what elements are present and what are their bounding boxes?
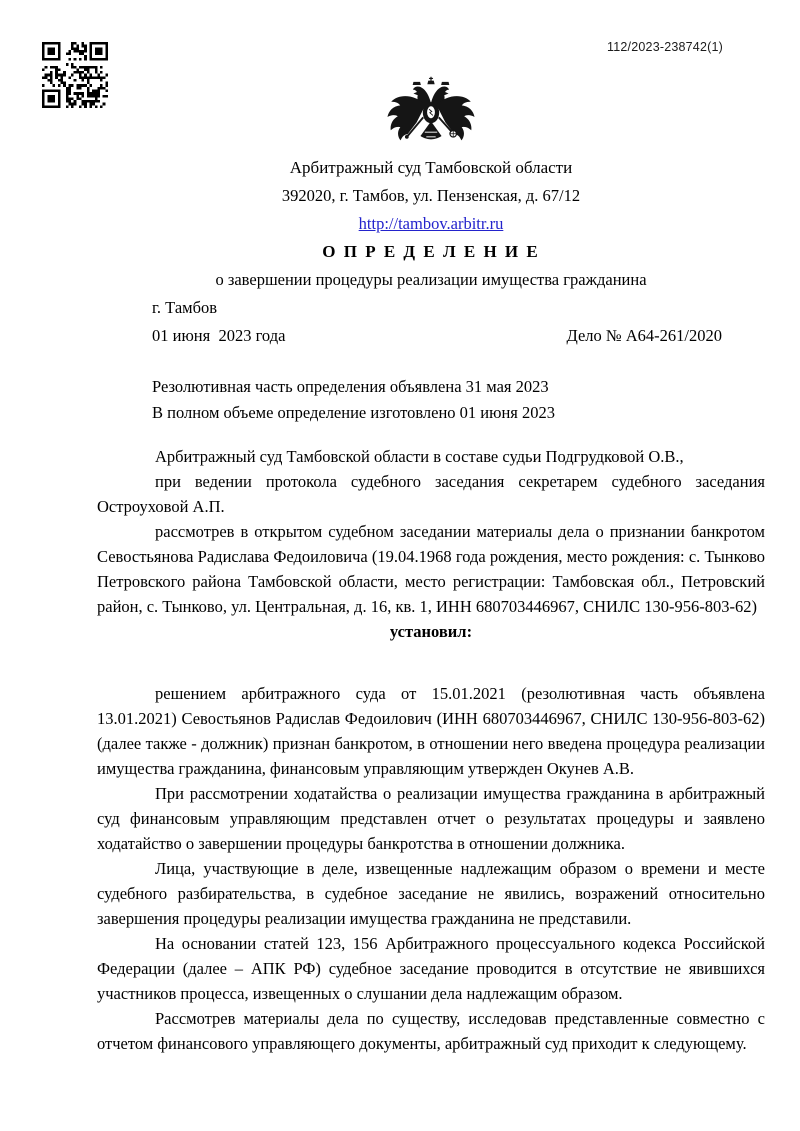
body-paragraph: Лица, участвующие в деле, извещенные надлежащим образом о времени и месте судебного разбирательства, в судебное заседание не явились, возражений относительно завершения процедуры реализации имущества гражданина не представили. [97,859,765,928]
intro-paragraph: Арбитражный суд Тамбовской области в составе судьи Подгрудковой О.В., [155,447,684,466]
court-address: 392020, г. Тамбов, ул. Пензенская, д. 67/12 [281,186,581,205]
city-label: г. Тамбов [152,298,218,317]
ruling-date: 01 июня 2023 года [152,326,286,345]
full-text-line: В полном объеме определение изготовлено 01 июня 2023 [152,402,556,422]
court-website-link[interactable]: http://tambov.arbitr.ru [358,214,504,233]
intro-paragraph: рассмотрев в открытом судебном заседании материалы дела о признании банкротом Севостьянова Радислава Федоиловича (19.04.1968 года рождения, место рождения: с. Тынково Петровского района Тамбовской области, место регистрации: Тамбовская обл., Петровский район, с. Тынково, ул. Центральная, д. 16, кв. 1, ИНН 680703446967, СНИЛС 130-956-803-62) [97,522,765,616]
ruling-subtitle: о завершении процедуры реализации имущества гражданина [215,270,647,289]
ustanovil-label: установил: [389,622,473,641]
body-paragraph: решением арбитражного суда от 15.01.2021 (резолютивная часть объявлена 13.01.2021) Севостьянов Радислав Федоилович (ИНН 680703446967, СНИЛС 130-956-803-62) (далее также - должник) признан банкротом, в отношении него введена процедура реализации имущества гражданина, финансовым управляющим утвержден Окунев А.В. [97,684,765,778]
coat-of-arms-icon [383,76,479,154]
document-number: 112/2023-238742(1) [607,40,723,54]
case-number: Дело № А64-261/2020 [566,326,722,345]
ruling-title: О П Р Е Д Е Л Е Н И Е [322,242,540,261]
body-section [97,681,765,1056]
court-url-line [97,213,765,235]
body-paragraph: При рассмотрении ходатайства о реализации имущества гражданина в арбитражный суд финансовым управляющим представлен отчет о результатах процедуры и заявлено ходатайство о завершении процедуры банкротства в отношении должника. [97,784,765,853]
qr-code-icon [42,42,108,108]
intro-section [97,444,765,619]
body-paragraph: На основании статей 123, 156 Арбитражного процессуального кодекса Российской Федерации (далее – АПК РФ) судебное заседание проводится в отсутствие не явившихся участников процесса, извещенных о слушании дела надлежащим образом. [97,934,765,1003]
intro-paragraph: при ведении протокола судебного заседания секретарем судебного заседания Остроуховой А.П. [97,472,765,516]
resolutive-part-line: Резолютивная часть определения объявлена 31 мая 2023 [152,377,549,396]
date-case-row [97,324,765,348]
court-name: Арбитражный суд Тамбовской области [289,158,573,177]
announcement-block [152,374,765,425]
body-paragraph: Рассмотрев материалы дела по существу, исследовав представленные совместно с отчетом финансового управляющего документы, арбитражный суд приходит к следующему. [97,1009,765,1053]
